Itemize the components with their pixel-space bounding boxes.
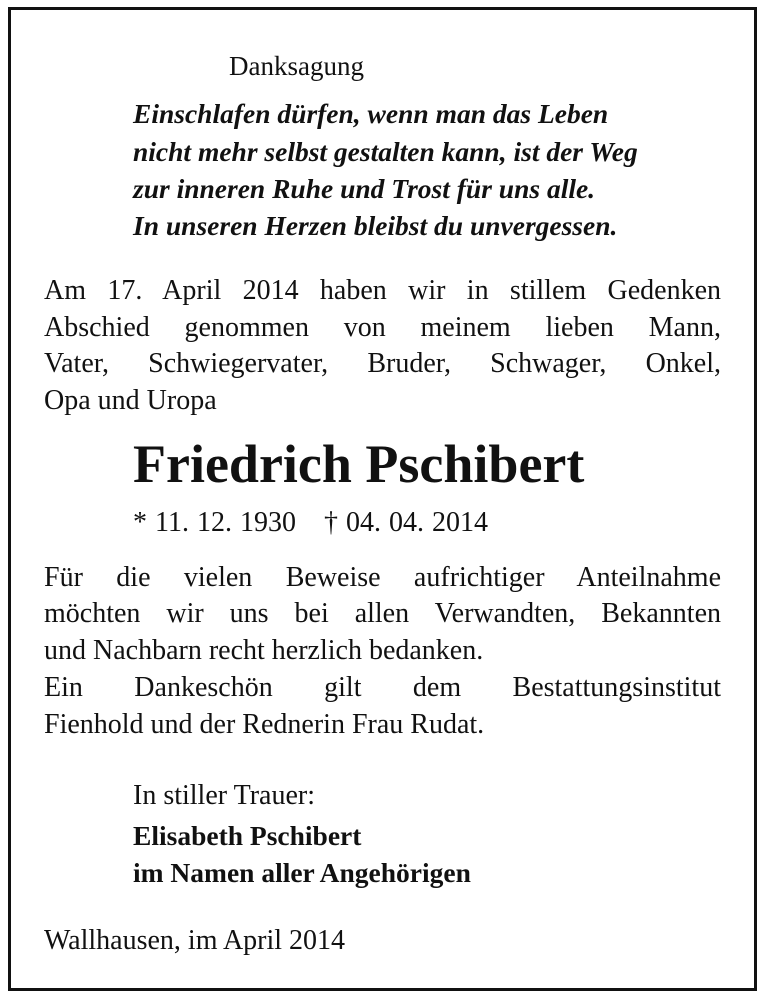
birth-date: * 11. 12. 1930: [133, 507, 296, 538]
thanks-line-5: Fienhold und der Rednerin Frau Rudat.: [44, 709, 485, 740]
thanks-line-1: Für die vielen Beweise aufrichtiger Anteilnahme: [44, 562, 721, 593]
mourning-label: In stiller Trauer:: [133, 780, 315, 811]
poem-line-4: In unseren Herzen bleibst du unvergessen.: [133, 210, 618, 241]
life-dates: [133, 509, 488, 537]
intro-line-1: Am 17. April 2014 haben wir in stillem Gedenken: [44, 275, 721, 306]
intro-line-3: Vater, Schwiegervater, Bruder, Schwager, Onkel,: [44, 348, 721, 379]
poem-line-2: nicht mehr selbst gestalten kann, ist der Weg: [133, 136, 638, 167]
notice-heading: Danksagung: [229, 51, 364, 81]
poem-line-1: Einschlafen dürfen, wenn man das Leben: [133, 98, 609, 129]
thanks-line-4: Ein Dankeschön gilt dem Bestattungsinstitut: [44, 672, 721, 703]
thanks-line-2: möchten wir uns bei allen Verwandten, Bekannten: [44, 598, 721, 629]
signatory-note: im Namen aller Angehörigen: [133, 857, 471, 888]
poem-line-3: zur inneren Ruhe und Trost für uns alle.: [133, 173, 596, 204]
death-date: † 04. 04. 2014: [323, 507, 488, 538]
intro-line-2: Abschied genommen von meinem lieben Mann,: [44, 312, 721, 343]
deceased-name: Friedrich Pschibert: [133, 434, 585, 494]
signatory-name: Elisabeth Pschibert: [133, 820, 362, 851]
intro-line-4: Opa und Uropa: [44, 385, 217, 416]
place-date: Wallhausen, im April 2014: [44, 925, 346, 956]
thanks-line-3: und Nachbarn recht herzlich bedanken.: [44, 635, 484, 666]
